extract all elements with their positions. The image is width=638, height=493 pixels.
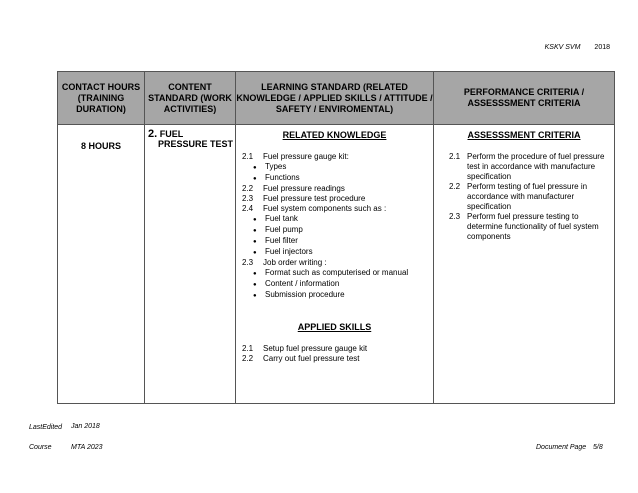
item-text: Fuel pressure test procedure	[263, 194, 366, 203]
list-item	[449, 212, 614, 242]
item-text: Fuel pressure readings	[263, 184, 345, 193]
item-text: Perform testing of fuel pressure in accordance with manufacturer specification	[467, 182, 588, 211]
assessment-criteria-title: ASSESSSMENT CRITERIA	[467, 130, 581, 140]
footer-course-value: MTA 2023	[71, 444, 103, 451]
item-number: 2.4	[242, 204, 254, 213]
item-text: Fuel pressure gauge kit:	[263, 152, 349, 161]
bullet-item: ● Fuel tank	[242, 214, 433, 225]
item-text: Setup fuel pressure gauge kit	[263, 344, 368, 353]
item-number: 2.2	[242, 184, 254, 193]
list-item	[242, 184, 433, 194]
assessment-criteria-list	[434, 152, 614, 242]
item-number: 2.1	[242, 344, 254, 353]
footer-page-label: Document Page	[536, 444, 587, 451]
bullet-item: ● Format such as computerised or manual	[242, 268, 433, 279]
cell-assessment	[434, 125, 615, 404]
item-text: Perform fuel pressure testing to determine functionality of fuel system components	[467, 212, 599, 241]
item-number: 2.3	[449, 212, 461, 221]
applied-skills-title: APPLIED SKILLS	[297, 322, 372, 332]
item-number: 2.3	[242, 194, 254, 203]
contact-hours-value: 8 HOURS	[80, 141, 121, 151]
header-performance-criteria: PERFORMANCE CRITERIA / ASSESSSMENT CRITERIA	[434, 72, 615, 125]
cell-content-standard	[145, 125, 236, 404]
list-item	[242, 194, 433, 204]
bullet-item: ● Fuel pump	[242, 225, 433, 236]
applied-skills-list	[236, 344, 433, 364]
content-line-2: PRESSURE TEST	[158, 139, 234, 149]
list-item	[242, 204, 433, 214]
page-header	[545, 44, 610, 51]
header-learning-standard: LEARNING STANDARD (RELATED KNOWLEDGE / APPLIED SKILLS / ATTITUDE / SAFETY / ENVIROMENTAL)	[236, 72, 434, 125]
bullet-item: ● Types	[242, 162, 433, 173]
header-org: KSKV SVM	[544, 44, 581, 51]
bullet-item: ● Fuel filter	[242, 236, 433, 247]
table-header-row	[58, 72, 615, 125]
curriculum-table	[57, 71, 615, 404]
item-text: Perform the procedure of fuel pressure test in accordance with manufacture specification	[467, 152, 605, 181]
header-contact-hours: CONTACT HOURS (TRAINING DURATION)	[58, 72, 145, 125]
bullet-item: ● Functions	[242, 173, 433, 184]
bullet-item: ● Content / information	[242, 279, 433, 290]
cell-hours	[58, 125, 145, 404]
list-item	[242, 258, 433, 268]
content-line-1: FUEL	[159, 129, 184, 139]
list-item	[242, 344, 433, 354]
footer-last-edited-value: Jan 2018	[71, 423, 100, 430]
item-number: 2.1	[449, 152, 461, 161]
list-item	[242, 354, 433, 364]
item-number: 2.2	[449, 182, 461, 191]
bullet-item: ● Submission procedure	[242, 290, 433, 301]
footer-page-value: 5/8	[593, 444, 603, 451]
item-text: Fuel system components such as :	[263, 204, 387, 213]
footer-last-edited-label: LastEdited	[29, 424, 63, 431]
bullet-item: ● Fuel injectors	[242, 247, 433, 258]
list-item	[449, 182, 614, 212]
item-text: Job order writing :	[263, 258, 327, 267]
footer-course-label: Course	[29, 444, 52, 451]
related-knowledge-list	[236, 152, 433, 301]
related-knowledge-title: RELATED KNOWLEDGE	[282, 130, 387, 140]
list-item	[242, 152, 433, 162]
content-number: 2.	[148, 128, 158, 140]
list-item	[449, 152, 614, 182]
content-standard-title	[145, 129, 235, 149]
header-year: 2018	[594, 44, 610, 51]
header-content-standard: CONTENT STANDARD (WORK ACTIVITIES)	[145, 72, 236, 125]
table-row	[58, 125, 615, 404]
item-number: 2.2	[242, 354, 254, 363]
item-text: Carry out fuel pressure test	[263, 354, 360, 363]
item-number: 2.1	[242, 152, 254, 161]
cell-learning-standard	[236, 125, 434, 404]
item-number: 2.3	[242, 258, 254, 267]
